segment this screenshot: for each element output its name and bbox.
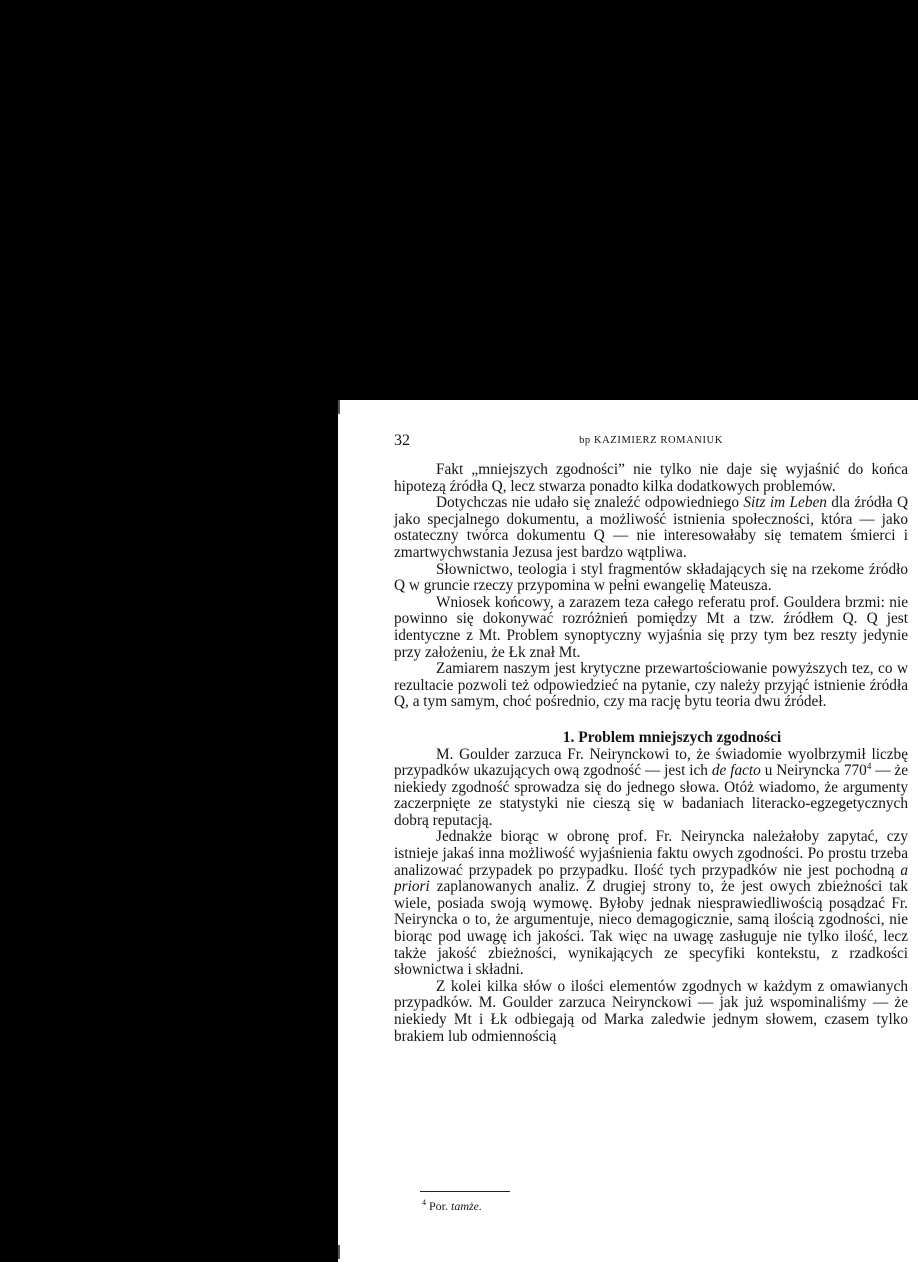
paragraph: Z kolei kilka słów o ilości elementów zgodnych w każdym z omawianych przypadków. M. Goulder zarzuca Neirynckowi — jak już wspominaliśmy — że niekiedy Mt i Łk odbiegają od Marka zaledwie jednym słowem, czasem tylko brakiem lub odmiennością bbox=[394, 977, 908, 1045]
paragraph: Jednakże biorąc w obronę prof. Fr. Neiryncka należałoby zapytać, czy istnieje jakaś inna możliwość wyjaśnienia faktu owych zgodności. Po prostu trzeba analizować przypadek po przypadku. Ilość tych przypadków nie jest pochodną a priori zaplanowanych analiz. Z drugiej strony to, że jest owych zbieżności tak wiele, posiada swoją wymowę. Byłoby jednak niesprawiedliwością posądzać Fr. Neiryncka o to, że argumentuje, nieco demagogicznie, samą ilością zgodności, nie biorąc pod uwagę ich jakości. Tak więc na uwagę zasługuje nie tylko ilość, lecz także jakość zbieżności, wynikających ze specyfiki kontekstu, z rzadkości słownictwa i składni. bbox=[394, 828, 908, 979]
page-header bbox=[394, 432, 908, 450]
footnote-divider bbox=[420, 1191, 510, 1192]
paragraph: Słownictwo, teologia i styl fragmentów składających się na rzekome źródło Q w gruncie rzeczy przypomina w pełni ewangelię Mateusza. bbox=[394, 560, 908, 595]
running-head: bp KAZIMIERZ ROMANIUK bbox=[579, 435, 723, 446]
emphasis: a priori bbox=[394, 861, 908, 896]
footnote-reference[interactable]: 4 bbox=[866, 761, 872, 771]
footnote: $^4$ Por. tamże. bbox=[422, 1198, 483, 1213]
body-text bbox=[394, 462, 908, 1045]
footnote-marker: 4 bbox=[422, 1198, 426, 1207]
page-number: 32 bbox=[394, 432, 410, 449]
paragraph: Wniosek końcowy, a zarazem teza całego referatu prof. Gouldera brzmi: nie powinno się dokonywać rozróżnień pomiędzy Mt a tzw. źródłem Q. Q jest identyczne z Mt. Problem synoptyczny wyjaśnia się przy tym bez reszty jedynie przy założeniu, że Łk znał Mt. bbox=[394, 593, 908, 661]
scan-edge-mark bbox=[338, 400, 340, 414]
paragraph: M. Goulder zarzuca Fr. Neirynckowi to, że świadomie wyolbrzymił liczbę przypadków ukazujących ową zgodność — jest ich de facto u Neiryncka 770$^4$ — że niekiedy zgodność sprowadza się do jednego słowa. Otóż wiadomo, że argumenty zaczerpnięte ze statystyki nie cieszą się w badaniach literacko-egzegetycznych dobrą reputacją. bbox=[394, 745, 908, 829]
scan-edge-mark bbox=[338, 1245, 340, 1259]
paragraph: Dotychczas nie udało się znaleźć odpowiedniego Sitz im Leben dla źródła Q jako specjalnego dokumentu, a możliwość istnienia społeczności, która — jako ostateczny twórca dokumentu Q — nie interesowałaby się tematem śmierci i zmartwychwstania Jezusa jest bardzo wątpliwa. bbox=[394, 494, 909, 561]
section-title: 1. Problem mniejszych zgodności bbox=[562, 728, 782, 746]
document-page bbox=[338, 400, 918, 1262]
emphasis: de facto bbox=[711, 762, 761, 780]
emphasis: Sitz im Leben bbox=[743, 494, 827, 512]
paragraph: Zamiarem naszym jest krytyczne przewartościowanie powyższych tez, co w rezultacie pozwoli też odpowiedzieć na pytanie, czy należy przyjąć istnienie źródła Q, a tym samym, choć pośrednio, czy ma rację bytu teoria dwu źródeł. bbox=[394, 660, 908, 711]
paragraph: Fakt „mniejszych zgodności” nie tylko nie daje się wyjaśnić do końca hipotezą źródła Q, lecz stwarza ponadto kilka dodatkowych problemów. bbox=[394, 461, 908, 495]
